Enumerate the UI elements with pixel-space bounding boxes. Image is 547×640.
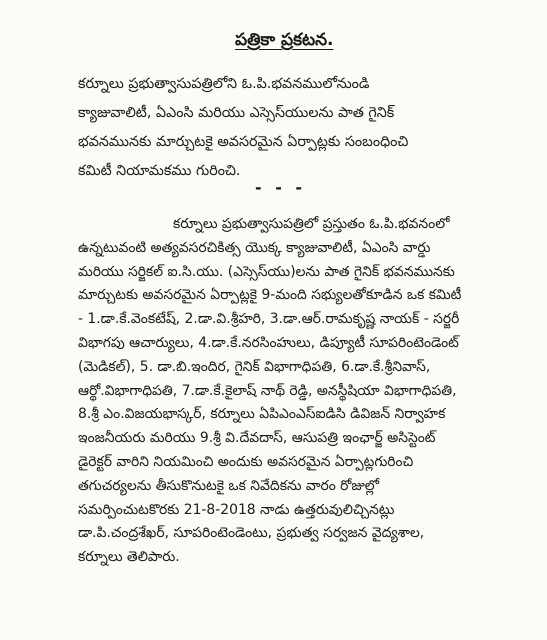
subject-line-3: భవనమునకు మార్చుటకై అవసరమైన ఏర్పాట్లకు సంబంధించి <box>78 134 409 150</box>
subject-line-2: క్యాజువాలిటీ, ఏఎంసి మరియు ఎస్సెస్‌యులను పాత గైనిక్ <box>78 105 395 121</box>
body-line-14: డా.పి.చంద్రశేఖర్, సూపరింటెండెంటు, ప్రభుత్వ సర్వజన వైద్యశాల, <box>78 525 425 542</box>
page-title: పత్రికా ప్రకటన. <box>235 30 334 50</box>
body-line-12: తగుచర్యలను తీసుకొనుటకై ఒక నివేదికను వారం రోజుల్లో <box>78 477 380 494</box>
section-separator: - - - <box>255 178 307 197</box>
body-line-15: కర్నూలు తెలిపారు. <box>78 549 180 566</box>
body-line-10: ఇంజనీయరు మరియు 9.శ్రీ వి.దేవదాస్, ఆసుపత్రి ఇంఛార్జ్ అసిస్టెంట్ <box>78 430 436 447</box>
body-line-1: కర్నూలు ప్రభుత్వాసుపత్రిలో ప్రస్తుతం ఓ.పి.భవనంలో <box>173 216 450 232</box>
subject-paragraph <box>78 70 523 186</box>
body-line-2: ఉన్నటువంటి అత్యవసరచికిత్స యొక్క క్యాజువాలిటీ, ఏఎంసి వార్డు <box>78 239 431 256</box>
body-paragraph <box>78 213 528 570</box>
body-line-11: డైరెక్టర్ వారిని నియమించి అందుకు అవసరమైన ఏర్పాట్లగురించి <box>78 453 414 470</box>
body-line-9: 8.శ్రీ ఎం.విజయభాస్కర్, కర్నూలు ఏపిఎంఎస్ఐడిసి డివిజన్ నిర్వాహక <box>78 406 446 423</box>
body-line-4: మార్చుటకు అవసరమైన ఏర్పాట్లకై 9-మంది సభ్యులతోకూడిన ఒక కమిటీ <box>78 287 462 304</box>
body-line-8: ఆర్థో.విభాగాధిపతి, 7.డా.కే.కైలాష్ నాథ్ రెడ్డి, అనస్థీషియా విభాగాధిపతి, <box>78 382 457 399</box>
body-line-13: సమర్పించుటకొరకు 21-8-2018 నాడు ఉత్తరువులిచ్చినట్లు <box>78 501 395 518</box>
subject-line-4: కమిటీ నియామకము గురించి. <box>78 163 241 179</box>
body-line-3: మరియు సర్జికల్ ఐ.సి.యు. (ఎస్సెస్‌యు)లను పాత గైనిక్ భవనమునకు <box>78 263 455 280</box>
subject-line-1: కర్నూలు ప్రభుత్వాసుపత్రిలోని ఓ.పి.భవనములోనుండి <box>78 76 370 92</box>
body-line-7: (మెడికల్), 5. డా.బి.ఇందిర, గైనిక్ విభాగాధిపతి, 6.డా.కే.శ్రీనివాస్, <box>78 358 431 375</box>
body-line-6: విభాగపు ఆచార్యులు, 4.డా.కే.నరసింహులు, డిప్యూటీ సూపరింటెండెంట్ <box>78 334 459 351</box>
body-line-5: - 1.డా.కే.వెంకటేష్, 2.డా.వి.శ్రీహరి, 3.డా.ఆర్.రామకృష్ణ నాయక్ - సర్జరీ <box>78 311 460 328</box>
